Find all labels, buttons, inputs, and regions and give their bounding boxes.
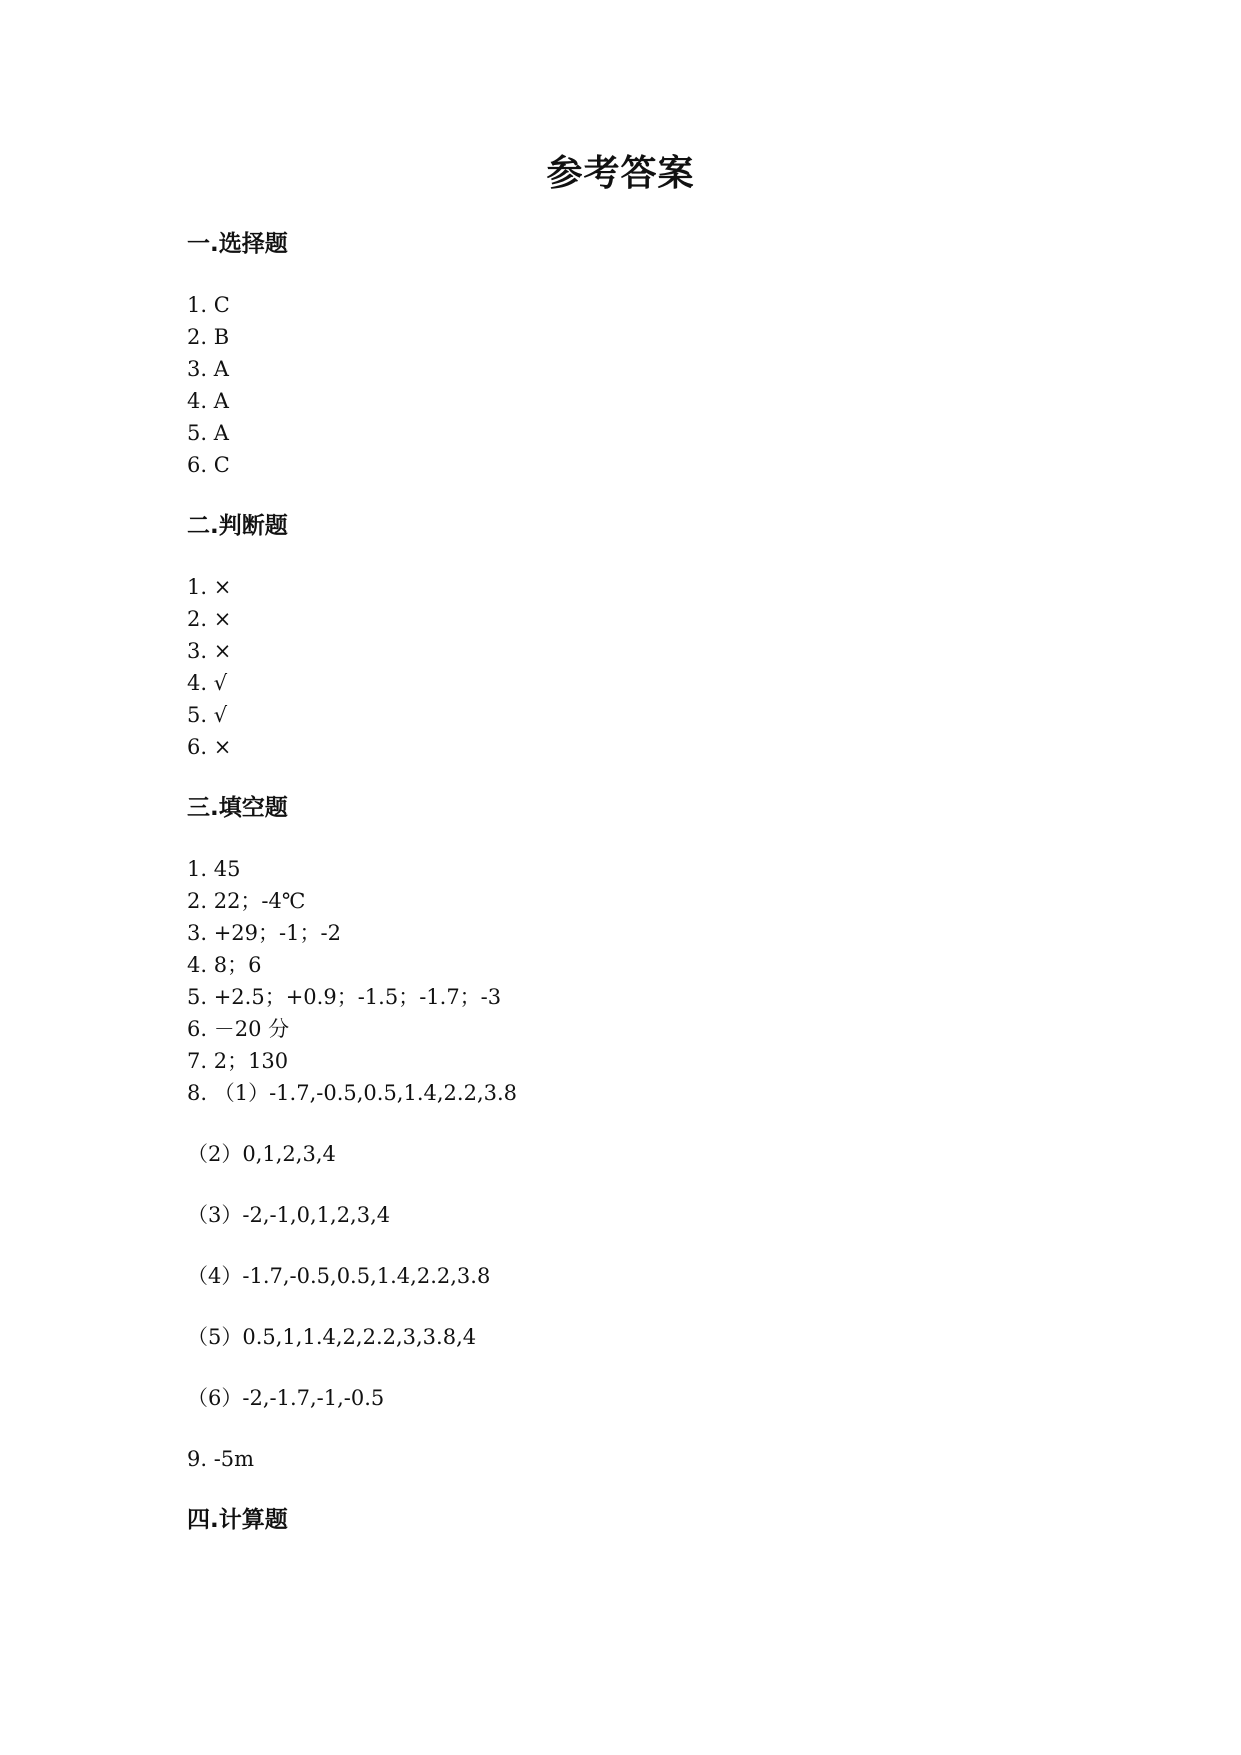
answer-subitem: （6）-2,-1.7,-1,-0.5: [187, 1386, 385, 1410]
answer-item: 4. 8；6: [187, 953, 262, 977]
answer-item: 6. －20 分: [187, 1017, 290, 1041]
answer-item: 8. （1）-1.7,-0.5,0.5,1.4,2.2,3.8: [187, 1081, 518, 1105]
answer-item: 2. 22；-4℃: [187, 889, 306, 913]
section-heading-choice: 一.选择题: [187, 231, 288, 257]
answer-item: 3. +29；-1；-2: [187, 921, 341, 945]
answer-item: 4. A: [187, 389, 229, 413]
section-heading-calculation: 四.计算题: [187, 1507, 288, 1533]
page-title: 参考答案: [546, 153, 695, 194]
answer-item: 4. √: [187, 671, 228, 695]
answer-item: 5. +2.5；+0.9；-1.5；-1.7；-3: [187, 985, 502, 1009]
answer-item: 9. -5m: [187, 1447, 255, 1471]
answer-item: 3. ×: [187, 639, 232, 663]
answer-item: 2. B: [187, 325, 230, 349]
answer-item: 1. C: [187, 293, 230, 317]
answer-item: 1. ×: [187, 575, 232, 599]
answer-subitem: （4）-1.7,-0.5,0.5,1.4,2.2,3.8: [187, 1264, 491, 1288]
answer-item: 6. C: [187, 453, 230, 477]
answer-item: 5. √: [187, 703, 228, 727]
answer-subitem: （2）0,1,2,3,4: [187, 1142, 336, 1166]
answer-item: 5. A: [187, 421, 229, 445]
answer-item: 2. ×: [187, 607, 232, 631]
answer-item: 1. 45: [187, 857, 241, 881]
answer-subitem: （5）0.5,1,1.4,2,2.2,3,3.8,4: [187, 1325, 477, 1349]
answer-item: 7. 2；130: [187, 1049, 289, 1073]
answer-item: 6. ×: [187, 735, 232, 759]
section-heading-fill-blank: 三.填空题: [187, 795, 288, 821]
section-heading-judgement: 二.判断题: [187, 513, 288, 539]
answer-subitem: （3）-2,-1,0,1,2,3,4: [187, 1203, 391, 1227]
answer-item: 3. A: [187, 357, 229, 381]
